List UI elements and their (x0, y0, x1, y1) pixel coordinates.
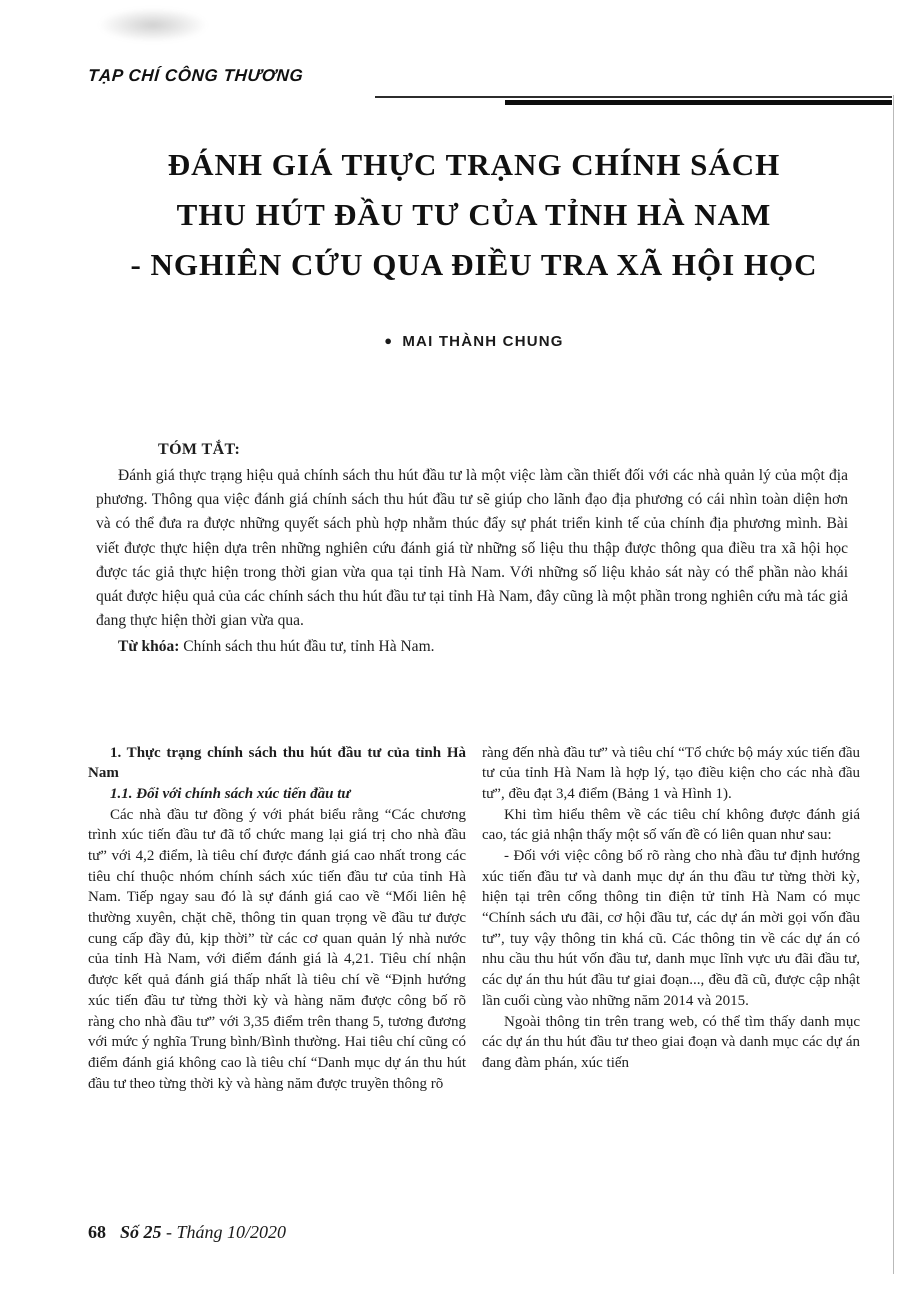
abstract-section (88, 438, 860, 659)
header-rule-thin (375, 96, 892, 98)
header-rule-thick (505, 100, 892, 105)
body-paragraph: Khi tìm hiểu thêm về các tiêu chí không được đánh giá cao, tác giả nhận thấy một số vấn đề có liên quan như sau: (482, 806, 860, 844)
article-content (88, 140, 860, 1094)
keywords-label: Từ khóa: (118, 637, 180, 655)
abstract-text: Đánh giá thực trạng hiệu quả chính sách thu hút đầu tư là một việc làm cần thiết đối với các nhà quản lý của một địa phương. Thông qua việc đánh giá chính sách thu hút đầu tư sẽ giúp cho lãnh đạo địa phương có cái nhìn toàn diện hơn và có thể đưa ra được những quyết sách phù hợp nhằm thúc đẩy sự phát triển kinh tế của chính địa phương mình. Bài viết được thực hiện dựa trên những nghiên cứu đánh giá từ những số liệu thu thập được thông qua điều tra xã hội học được tác giả thực hiện trong thời gian vừa qua tại tỉnh Hà Nam. Với những số liệu khảo sát này có thể phần nào khái quát được hiệu quả của các chính sách thu hút đầu tư tại tỉnh Hà Nam, đây cũng là một phần trong nghiên cứu mà tác giả đang thực hiện thời gian vừa qua. (96, 467, 848, 629)
issue-date: - Tháng 10/2020 (161, 1222, 287, 1242)
page-edge-line (893, 95, 894, 1274)
keywords-text: Chính sách thu hút đầu tư, tỉnh Hà Nam. (179, 637, 435, 655)
author-line (88, 333, 860, 350)
abstract-heading: TÓM TẮT: (158, 440, 241, 458)
right-column (482, 743, 860, 1095)
title-line-3: - NGHIÊN CỨU QUA ĐIỀU TRA XÃ HỘI HỌC (130, 247, 818, 283)
journal-masthead: TẠP CHÍ CÔNG THƯƠNG (87, 66, 305, 85)
title-line-1: ĐÁNH GIÁ THỰC TRẠNG CHÍNH SÁCH (167, 147, 781, 182)
body-paragraph: Các nhà đầu tư đồng ý với phát biểu rằng “Các chương trình xúc tiến đầu tư đã tổ chức mang lại giá trị cho nhà đầu tư” với 4,2 điểm, là tiêu chí được đánh giá cao nhất trong các tiêu chí thuộc nhóm chính sách xúc tiến đầu tư của tỉnh Hà Nam. Tiếp ngay sau đó là sự đánh giá cao về “Mối liên hệ thường xuyên, chặt chẽ, thông tin quan trọng về đầu tư được cung cấp đầy đủ, kịp thời” từ các cơ quan quản lý nhà nước của tỉnh Hà Nam, với điểm đánh giá là 4,21. Tiêu chí nhận được kết quả đánh giá thấp nhất là tiêu chí về “Định hướng xúc tiến đầu tư từng thời kỳ và hàng năm được công bố rõ ràng cho nhà đầu tư” với 3,35 điểm trên thang 5, tương đương với mức ý nghĩa Trung bình/Bình thường. Hai tiêu chí cũng có điểm đánh giá không cao là tiêu chí “Danh mục dự án thu hút đầu tư theo từng thời kỳ và hàng năm được truyền thông rõ (88, 806, 466, 1092)
body-paragraph: Ngoài thông tin trên trang web, có thể tìm thấy danh mục các dự án thu hút đầu tư theo giai đoạn và danh mục các dự án đang đàm phán, xúc tiến (482, 1013, 860, 1071)
section-1-1-heading: 1.1. Đối với chính sách xúc tiến đầu tư (110, 785, 351, 802)
issue-label: Số 25 (120, 1222, 162, 1242)
keywords-line (96, 635, 848, 659)
article-title (88, 140, 860, 291)
left-column (88, 743, 466, 1095)
body-paragraph: - Đối với việc công bố rõ ràng cho nhà đầu tư định hướng xúc tiến đầu tư và danh mục dự án thu đầu tư từng thời kỳ, hiện tại trên cổng thông tin điện tử tỉnh Hà Nam có mục “Chính sách ưu đãi, cơ hội đầu tư, các dự án mời gọi vốn đầu tư”, tuy vậy thông tin khá cũ. Các thông tin về các dự án có nhu cầu thu hút vốn đầu tư, danh mục lĩnh vực ưu đãi đầu tư, các dự án thu hút đầu tư giai đoạn..., đều đã cũ, được cập nhật lần cuối cùng vào những năm 2014 và 2015. (482, 848, 860, 1009)
body-columns (88, 743, 860, 1095)
section-1-heading: 1. Thực trạng chính sách thu hút đầu tư của tỉnh Hà Nam (88, 744, 466, 782)
title-line-2: THU HÚT ĐẦU TƯ CỦA TỈNH HÀ NAM (176, 197, 772, 233)
page-number: 68 (88, 1222, 106, 1242)
page-footer (88, 1222, 286, 1243)
scan-smudge-artifact (98, 8, 208, 42)
body-paragraph: ràng đến nhà đầu tư” và tiêu chí “Tổ chức bộ máy xúc tiến đầu tư của tỉnh Hà Nam là hợp lý, tạo điều kiện cho các nhà đầu tư”, đều đạt 3,4 điểm (Bảng 1 và Hình 1). (482, 744, 860, 802)
author-bullet-icon: ● (384, 332, 394, 348)
author-name: MAI THÀNH CHUNG (402, 332, 564, 350)
